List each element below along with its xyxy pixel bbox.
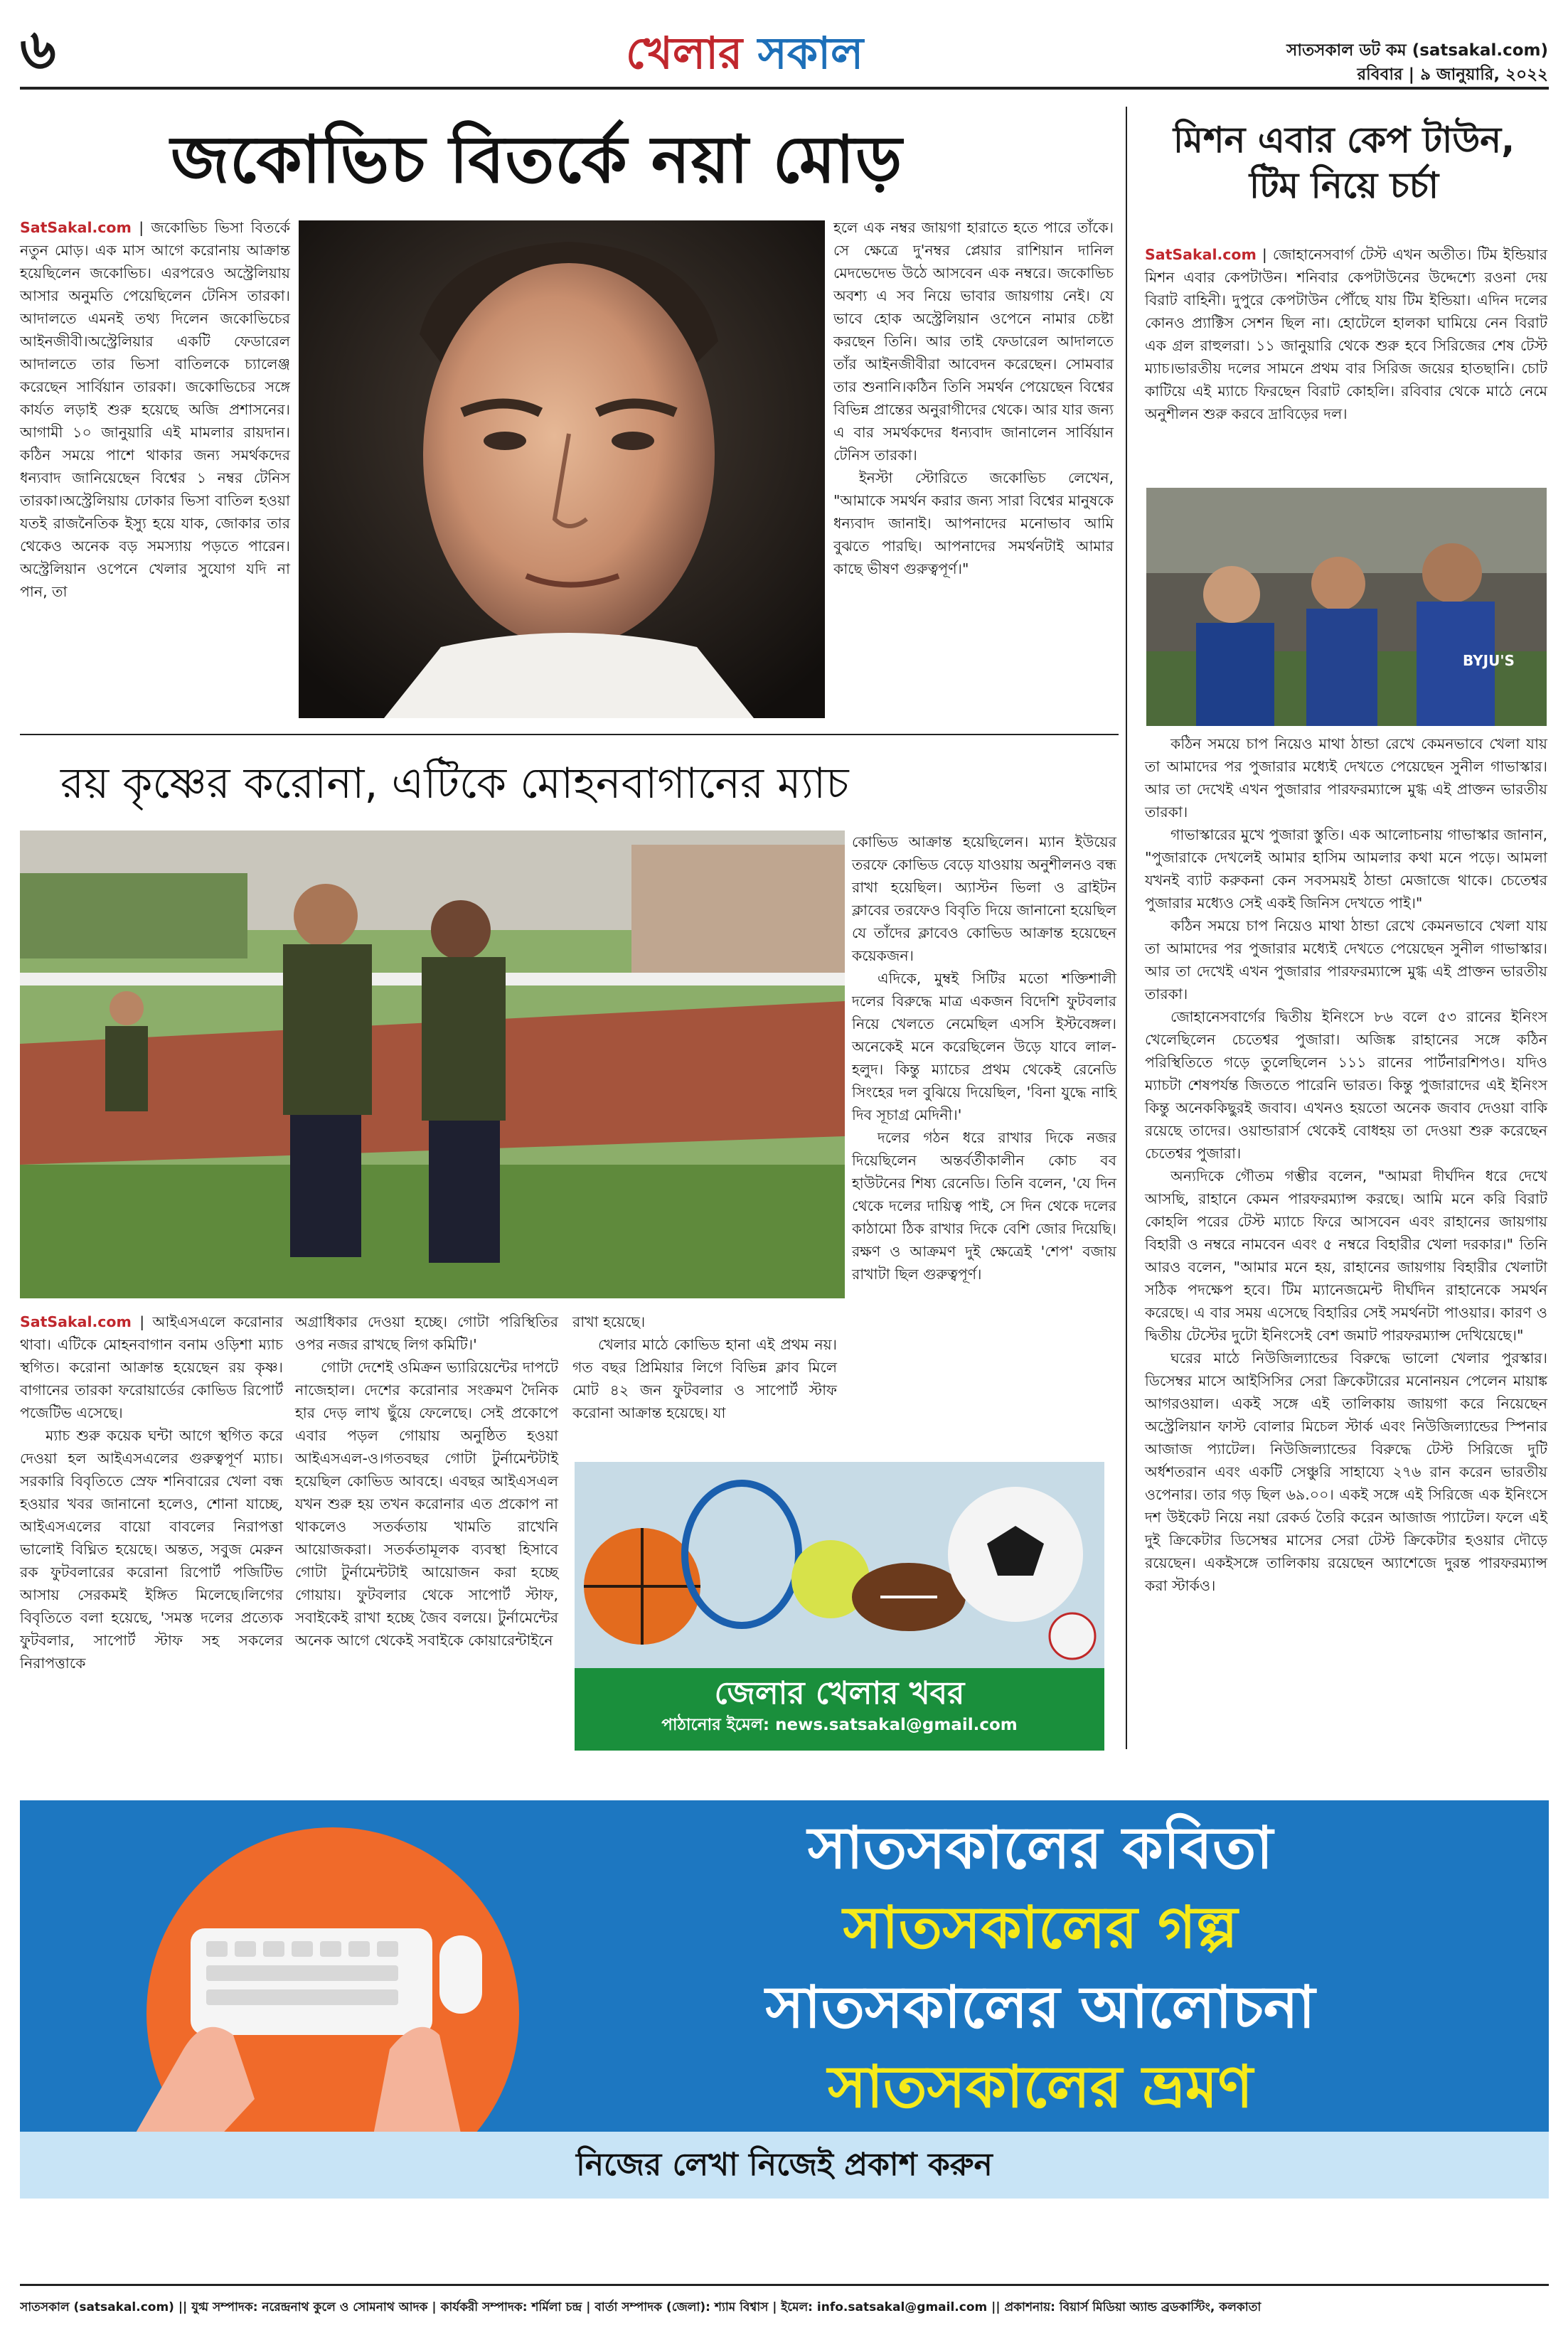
story2-p3: কঠিন সময়ে চাপ নিয়েও মাথা ঠান্ডা রেখে কেমনভাবে খেলা যায় তা আমাদের পর পুজারার মধ্যেই দেখতে পেয়েছেন সুনীল গাভাস্কার। আর তা দেখেই এখন পুজারার পারফরম্যান্সে মুগ্ধ এই প্রাক্তন ভারতীয় তারকা। [1145,917,1547,1003]
site-name: সাতসকাল ডট কম (satsakal.com) [1286,41,1548,60]
story3-byline: SatSakal.com [20,1313,132,1330]
promo-banner [20,1800,1549,2199]
story3-right-p2: এদিকে, মুম্বই সিটির মতো শক্তিশালী দলের বিরুদ্ধে মাত্র একজন বিদেশি ফুটবলার নিয়ে খেলতে নেমেছিল এসসি ইস্টবেঙ্গল। অনেকেই মনে করেছিলেন উড়ে যাবে লাল-হলুদ। কিন্তু ম্যাচের প্রথম থেকেই রেনেডি সিংহের দল বুঝিয়ে দিয়েছিল, 'বিনা যুদ্ধে নাহি দিব সূচাগ্র মেদিনী।' [852,970,1116,1123]
story1-column1: SatSakal.com | জকোভিচ ভিসা বিতর্কে নতুন মোড়। এক মাস আগে করোনায় আক্রান্ত হয়েছিলেন জকোভিচ। এরপরেও অস্ট্রেলিয়ায় আসার অনুমতি পেয়েছিলেন টেনিস তারকা। আদালতে এমনই তথ্য দিলেন জকোভিচের আইনজীবী।অস্ট্রেলিয়ার একটি ফেডারেল আদালতে তার ভিসা বাতিলকে চ্যালেঞ্জ করেছেন সার্বিয়ান তারকা। জকোভিচের সঙ্গে কার্যত লড়াই শুরু হয়েছে অজি প্রশাসনের। আগামী ১০ জানুয়ারি এই মামলার রায়দান।কঠিন সময়ে পাশে থাকার জন্য সমর্থকদের ধন্যবাদ জানিয়েছেন বিশ্বের ১ নম্বর টেনিস তারকা।অস্ট্রেলিয়ায় ঢোকার ভিসা বাতিল হওয়া যতই রাজনৈতিক ইস্যু হয়ে যাক, জোকার তার থেকেও অনেক বড় সমস্যায় পড়তে পারেন। অস্ট্রেলিয়ান ওপেনে খেলার সুযোগ যদি না পান, তা [20,219,290,600]
story1-col2-p2: ইনস্টা স্টোরিতে জকোভিচ লেখেন, "আমাকে সমর্থন করার জন্য সারা বিশ্বের মানুষকে ধন্যবাদ জানাই। আপনাদের মনোভাব আমি বুঝতে পারছি। আপনাদের সমর্থনটাই আমার কাছে ভীষণ গুরুত্বপূর্ণ।" [833,469,1114,577]
masthead-rule [20,87,1549,90]
story2-p1: কঠিন সময়ে চাপ নিয়েও মাথা ঠান্ডা রেখে কেমনভাবে খেলা যায় তা আমাদের পর পুজারার মধ্যেই দেখতে পেয়েছেন সুনীল গাভাস্কার। আর তা দেখেই এখন পুজারার পারফরম্যান্সে মুগ্ধ এই প্রাক্তন ভারতীয় তারকা। [1145,735,1547,821]
svg-text:BYJU'S: BYJU'S [1463,652,1515,669]
story2-body [1145,732,1547,1597]
district-news-title: জেলার খেলার খবর [714,1675,965,1711]
story3-col2-p1: অগ্রাধিকার দেওয়া হচ্ছে। গোটা পরিস্থিতির ওপর নজর রাখছে লিগ কমিটি।' [295,1313,558,1353]
story2-p5: অন্যদিকে গৌতম গম্ভীর বলেন, "আমরা দীর্ঘদিন ধরে দেখে আসছি, রাহানে কেমন পারফরম্যান্স করছে। আমি মনে করি বিরাট কোহলি পরের টেস্ট ম্যাচে ফিরে আসবেন এবং রাহানের জায়গায় বিহারী ও নম্বরে নামবেন এবং ৫ নম্বরে বিহারীর খেলা দরকার।" তিনি আরও বলেন, "আমার মনে হয়, রাহানের জায়গায় বিহারীর খেলাটা সঠিক পদক্ষেপ হবে। টিম ম্যানেজমেন্ট দীর্ঘদিন রাহানেকে সমর্থন করেছে। এ বার সময় এসেছে বিহারির সেই সমর্থনটা পাওয়ার। কারণ ও দ্বিতীয় টেস্টের দুটো ইনিংসেই বেশ জমাট পারফরম্যান্স দেখিয়েছে।" [1145,1168,1547,1344]
story2-headline [1138,117,1550,208]
story3-column2 [295,1310,558,1652]
story2-p6: ঘরের মাঠে নিউজিল্যান্ডের বিরুদ্ধে ভালো খেলার পুরস্কার। ডিসেম্বর মাসে আইসিসির সেরা ক্রিকেটারের মনোনয়ন পেলেন মায়াঙ্ক আগরওয়াল। একই সঙ্গে এই তালিকায় জায়গা করে নিয়েছেন অস্ট্রেলিয়ান ফাস্ট বোলার মিচেল স্টার্ক এবং নিউজিল্যান্ডের স্পিনার আজাজ প্যাটেল। নিউজিল্যান্ডের বিরুদ্ধে টেস্ট সিরিজে দুটি অর্ধশতরান এবং একটি সেঞ্চুরি সাহায্যে ২৭৬ রান করেন ভারতীয় ওপেনার। তার গড় ছিল ৬৯.০০। একই সঙ্গে এই সিরিজে এক ইনিংসে দশ উইকেট নিয়ে নয়া রেকর্ড তৈরি করেন আজাজ প্যাটেল। ফলে এই দুই ক্রিকেটার ডিসেম্বর মাসের সেরা টেস্ট ক্রিকেটার হওয়ার দৌড়ে রয়েছেন। একইসঙ্গে তালিকায় রয়েছেন অ্যাশেজে দুরন্ত পারফরম্যান্স করা স্টার্কও। [1145,1350,1547,1594]
page-number: ৬ [20,18,56,82]
cricket-team-icon [1146,488,1547,726]
story2-p4: জোহানেসবার্গের দ্বিতীয় ইনিংসে ৮৬ বলে ৫৩ রানের ইনিংস খেলেছিলেন চেতেশ্বর পুজারা। অজিঙ্ক রাহানের সঙ্গে কঠিন পরিস্থিতিতে গড়ে তুলেছিলেন ১১১ রানের পার্টনারশিপও। যদিও ম্যাচটা শেষপর্যন্ত জিততে পারেনি ভারত। কিন্তু পুজারাদের এই ইনিংস কিন্তু অনেককিছুরই জবাব। এখনও হয়তো অনেক জবাব দেওয়া বাকি রয়েছে তাদের। ওয়ান্ডারার্স থেকেই বোধহয় তা দেওয়া শুরু করেছেন চেতেশ্বর পুজারা। [1145,1008,1547,1162]
story3-col3-p2: খেলার মাঠে কোভিড হানা এই প্রথম নয়। গত বছর প্রিমিয়ার লিগে বিভিন্ন ক্লাব মিলে মোট ৪২ জন ফুটবলার ও সাপোর্ট স্টাফ করোনা আক্রান্ত হয়েছে। যা [572,1336,837,1421]
story2-byline: SatSakal.com [1145,246,1257,263]
story1-column2 [833,216,1114,580]
footer-rule [20,2284,1549,2286]
cricket-photo [1146,488,1547,726]
promo-tagline: নিজের লেখা নিজেই প্রকাশ করুন [576,2147,993,2183]
sports-equipment-icon [575,1462,1104,1668]
story3-column3 [572,1310,837,1424]
section-title-part2: সকাল [757,27,864,79]
story3-col2-p2: গোটা দেশেই ওমিক্রন ভ্যারিয়েন্টের দাপটে নাজেহাল। দেশের করোনার সংক্রমণ দৈনিক হার দেড় লাখ ছুঁয়ে ফেলেছে। সেই প্রকোপে এবার পড়ল গোয়ায় অনুষ্ঠিত হওয়া আইএসএল-ও।গতবছর গোটা টুর্নামেন্টটাই হয়েছিল কোভিড আবহে। এবছর আইএসএল যখন শুরু হয় তখন করোনার এত প্রকোপ না থাকলেও সতর্কতায় খামতি রাখেনি আয়োজকরা। সতর্কতামূলক ব্যবস্থা হিসাবে গোটা টুর্নামেন্টটাই আয়োজন করা হচ্ছে গোয়ায়। ফুটবলার থেকে সাপোর্ট স্টাফ, সবাইকেই রাখা হচ্ছে জৈব বলয়ে। টুর্নামেন্টের অনেক আগে থেকেই সবাইকে কোয়ারেন্টাইনে [295,1359,558,1649]
footballers-photo [20,830,845,1298]
story3-headline: রয় কৃষ্ণের করোনা, এটিকে মোহনবাগানের ম্যাচ [60,759,849,808]
district-news-email: পাঠানোর ইমেল: news.satsakal@gmail.com [661,1716,1018,1734]
story3-right-column [852,830,1116,1286]
story1-col1-text: জকোভিচ ভিসা বিতর্কে নতুন মোড়। এক মাস আগে করোনায় আক্রান্ত হয়েছিলেন জকোভিচ। এরপরেও অস্ট্রেলিয়ায় আসার অনুমতি পেয়েছিলেন টেনিস তারকা। আদালতে এমনই তথ্য দিলেন জকোভিচের আইনজীবী।অস্ট্রেলিয়ার একটি ফেডারেল আদালতে তার ভিসা বাতিলকে চ্যালেঞ্জ করেছেন সার্বিয়ান তারকা। জকোভিচের সঙ্গে কার্যত লড়াই শুরু হয়েছে অজি প্রশাসনের। আগামী ১০ জানুয়ারি এই মামলার রায়দান।কঠিন সময়ে পাশে থাকার জন্য সমর্থকদের ধন্যবাদ জানিয়েছেন বিশ্বের ১ নম্বর টেনিস তারকা।অস্ট্রেলিয়ায় ঢোকার ভিসা বাতিল হওয়া যতই রাজনৈতিক ইস্যু হয়ে যাক, জোকার তার থেকেও অনেক বড় সমস্যায় পড়তে পারেন। অস্ট্রেলিয়ান ওপেনে খেলার সুযোগ যদি না পান, তা [20,219,290,600]
promo-line-golpo: সাতসকালের গল্প [843,1894,1238,1962]
story1-headline: জকোভিচ বিতর্কে নয়া মোড় [171,122,903,198]
footer-credits: সাতসকাল (satsakal.com) || যুগ্ম সম্পাদক: নরেন্দ্রনাথ কুলে ও সোমনাথ আদক | কার্যকরী সম্পাদক: শর্মিলা চন্দ্র | বার্তা সম্পাদক (জেলা): শ্যাম বিশ্বাস | ইমেল: info.satsakal@gmail.com || প্রকাশনায়: বিয়ার্স মিডিয়া অ্যান্ড ব্রডকাস্টিং, কলকাতা [20,2300,1262,2314]
promo-line-kobita: সাতসকালের কবিতা [807,1815,1274,1882]
footballers-training-icon [20,830,845,1298]
section-title [626,28,863,78]
section-title-part1: খেলার [626,27,743,79]
djokovic-portrait-icon [299,220,825,718]
djokovic-photo [299,220,825,718]
story2-p2: গাভাস্কারের মুখে পুজারা স্তুতি। এক আলোচনায় গাভাস্কার জানান, "পুজারাকে দেখলেই আমার হাসিম আমলার কথা মনে পড়ে। আমলা যখনই ব্যাট করুকনা কেন সবসময়ই ঠান্ডা মেজাজে থাকে। চেতেশ্বর পুজারার মধ্যেও সেই একই জিনিস দেখতে পাই।" [1145,826,1547,912]
story2-intro-text: জোহানেসবার্গ টেস্ট এখন অতীত। টিম ইন্ডিয়ার মিশন এবার কেপটাউন। শনিবার কেপটাউনের উদ্দেশ্যে রওনা দেয় বিরাট বাহিনী। দুপুরে কেপটাউন পৌঁছে যায় টিম ইন্ডিয়া। এদিন দলের কোনও প্র্যাক্টিস সেশন ছিল না। হোটেলে হালকা ঘামিয়ে নেন বিরাট এক গ্রল রাহুলরা। ১১ জানুয়ারি থেকে শুরু হবে সিরিজের শেষ টেস্ট ম্যাচ।ভারতীয় দলের সামনে প্রথম বার সিরিজ জয়ের হাতছানি। চোট কাটিয়ে এই ম্যাচে ফিরছেন বিরাট কোহলি। রবিবার থেকে মাঠে নেমে অনুশীলন শুরু করবে দ্রাবিড়ের দল। [1145,246,1547,422]
story1-col2-p1: হলে এক নম্বর জায়গা হারাতে হতে পারে তাঁকে। সে ক্ষেত্রে দু'নম্বর প্লেয়ার রাশিয়ান দানিল মেদভেদেভ উঠে আসবেন এক নম্বরে। জকোভিচ অবশ্য এ সব নিয়ে ভাবার জায়গায় নেই। যে ভাবে হোক অস্ট্রেলিয়ান ওপেনে নামার চেষ্টা করছেন তিনি। আর তাই ফেডারেল আদালতে তাঁর আইনজীবীরা আবেদন করেছেন। সোমবার তার শুনানি।কঠিন তিনি সমর্থন পেয়েছেন বিশ্বের বিভিন্ন প্রান্তের অনুরাগীদের থেকে। আর যার জন্য এ বার সমর্থকদের ধন্যবাদ জানালেন সার্বিয়ান টেনিস তারকা। [833,219,1114,464]
column-divider [1126,107,1127,1749]
promo-line-bhromon: সাতসকালের ভ্রমণ [828,2053,1253,2121]
promo-lines [617,1809,1463,2127]
story3-right-p1: কোভিড আক্রান্ত হয়েছিলেন। ম্যান ইউয়ের তরফে কোভিড বেড়ে যাওয়ায় অনুশীলনও বন্ধ রাখা হয়েছিল। অ্যাস্টন ভিলা ও ব্রাইটন ক্লাবের তরফেও বিবৃতি দিয়ে জানানো হয়েছিল যে তাঁদের ক্লাবেও কোভিড আক্রান্ত হয়েছেন কয়েকজন। [852,833,1116,964]
story3-col3-p1: রাখা হয়েছে। [572,1313,646,1330]
promo-tagline-box [20,2132,1549,2199]
story2-headline-line2: টিম নিয়ে চর্চা [1249,165,1439,206]
story1-byline: SatSakal.com [20,219,132,236]
issue-date: রবিবার | ৯ জানুয়ারি, ২০২২ [1357,65,1548,84]
story1-bottom-rule [20,734,1119,735]
sports-balls-image [575,1462,1104,1668]
story3-right-p3: দলের গঠন ধরে রাখার দিকে নজর দিয়েছিলেন অন্তর্বর্তীকালীন কোচ বব হাউটনের শিষ্য রেনেডি। তিনি বলেন, 'যে দিন থেকে দলের দায়িত্ব পাই, সে দিন থেকে দলের কাঠামো ঠিক রাখার দিকে বেশি জোর দিয়েছি। রক্ষণ ও আক্রমণ দুই ক্ষেত্রেই 'শেপ' বজায় রাখাটা ছিল গুরুত্বপূর্ণ। [852,1129,1116,1283]
promo-line-alochona: সাতসকালের আলোচনা [765,1974,1316,2041]
story3-column1: SatSakal.com | আইএসএলে করোনার থাবা। এটিকে মোহনবাগান বনাম ওড়িশা ম্যাচ স্থগিত। করোনা আক্রান্ত হয়েছেন রয় কৃষ্ণ। বাগানের তারকা ফরোয়ার্ডের কোভিড রিপোর্ট পজেটিভ এসেছে। ম্যাচ শুরু কয়েক ঘন্টা আগে স্থগিত করে দেওয়া হল আইএসএলের গুরুত্বপূর্ণ ম্যাচ। সরকারি বিবৃতিতে স্রেফ শনিবারের খেলা বন্ধ হওয়ার খবর জানানো হলেও, শোনা যাচ্ছে, আইএসএলের বায়ো বাবলের নিরাপত্তা ভালোই বিঘ্নিত হয়েছে। অন্তত, সবুজ মেরুন রক ফুটবলারের করোনা রিপোর্ট পজিটিভ আসায় সেরকমই ইঙ্গিত মিলেছে।লিগের বিবৃতিতে বলা হয়েছে, 'সমস্ত দলের প্রত্যেক ফুটবলার, সাপোর্ট স্টাফ সহ সকলের নিরাপত্তাকে [20,1310,283,1674]
story2-intro: SatSakal.com | জোহানেসবার্গ টেস্ট এখন অতীত। টিম ইন্ডিয়ার মিশন এবার কেপটাউন। শনিবার কেপটাউনের উদ্দেশ্যে রওনা দেয় বিরাট বাহিনী। দুপুরে কেপটাউন পৌঁছে যায় টিম ইন্ডিয়া। এদিন দলের কোনও প্র্যাক্টিস সেশন ছিল না। হোটেলে হালকা ঘামিয়ে নেন বিরাট এক গ্রল রাহুলরা। ১১ জানুয়ারি থেকে শুরু হবে সিরিজের শেষ টেস্ট ম্যাচ।ভারতীয় দলের সামনে প্রথম বার সিরিজ জয়ের হাতছানি। চোট কাটিয়ে এই ম্যাচে ফিরছেন বিরাট কোহলি। রবিবার থেকে মাঠে নেমে অনুশীলন শুরু করবে দ্রাবিড়ের দল। [1145,246,1547,422]
story2-headline-line1: মিশন এবার কেপ টাউন, [1173,119,1515,161]
district-news-box [575,1668,1104,1751]
story3-col1-p2: ম্যাচ শুরু কয়েক ঘন্টা আগে স্থগিত করে দেওয়া হল আইএসএলের গুরুত্বপূর্ণ ম্যাচ। সরকারি বিবৃতিতে স্রেফ শনিবারের খেলা বন্ধ হওয়ার খবর জানানো হলেও, শোনা যাচ্ছে, আইএসএলের বায়ো বাবলের নিরাপত্তা ভালোই বিঘ্নিত হয়েছে। অন্তত, সবুজ মেরুন রক ফুটবলারের করোনা রিপোর্ট পজিটিভ আসায় সেরকমই ইঙ্গিত মিলেছে।লিগের বিবৃতিতে বলা হয়েছে, 'সমস্ত দলের প্রত্যেক ফুটবলার, সাপোর্ট স্টাফ সহ সকলের নিরাপত্তাকে [20,1427,283,1672]
story3-col1-p1: আইএসএলে করোনার থাবা। এটিকে মোহনবাগান বনাম ওড়িশা ম্যাচ স্থগিত। করোনা আক্রান্ত হয়েছেন রয় কৃষ্ণ। বাগানের তারকা ফরোয়ার্ডের কোভিড রিপোর্ট পজেটিভ এসেছে। [20,1313,283,1421]
